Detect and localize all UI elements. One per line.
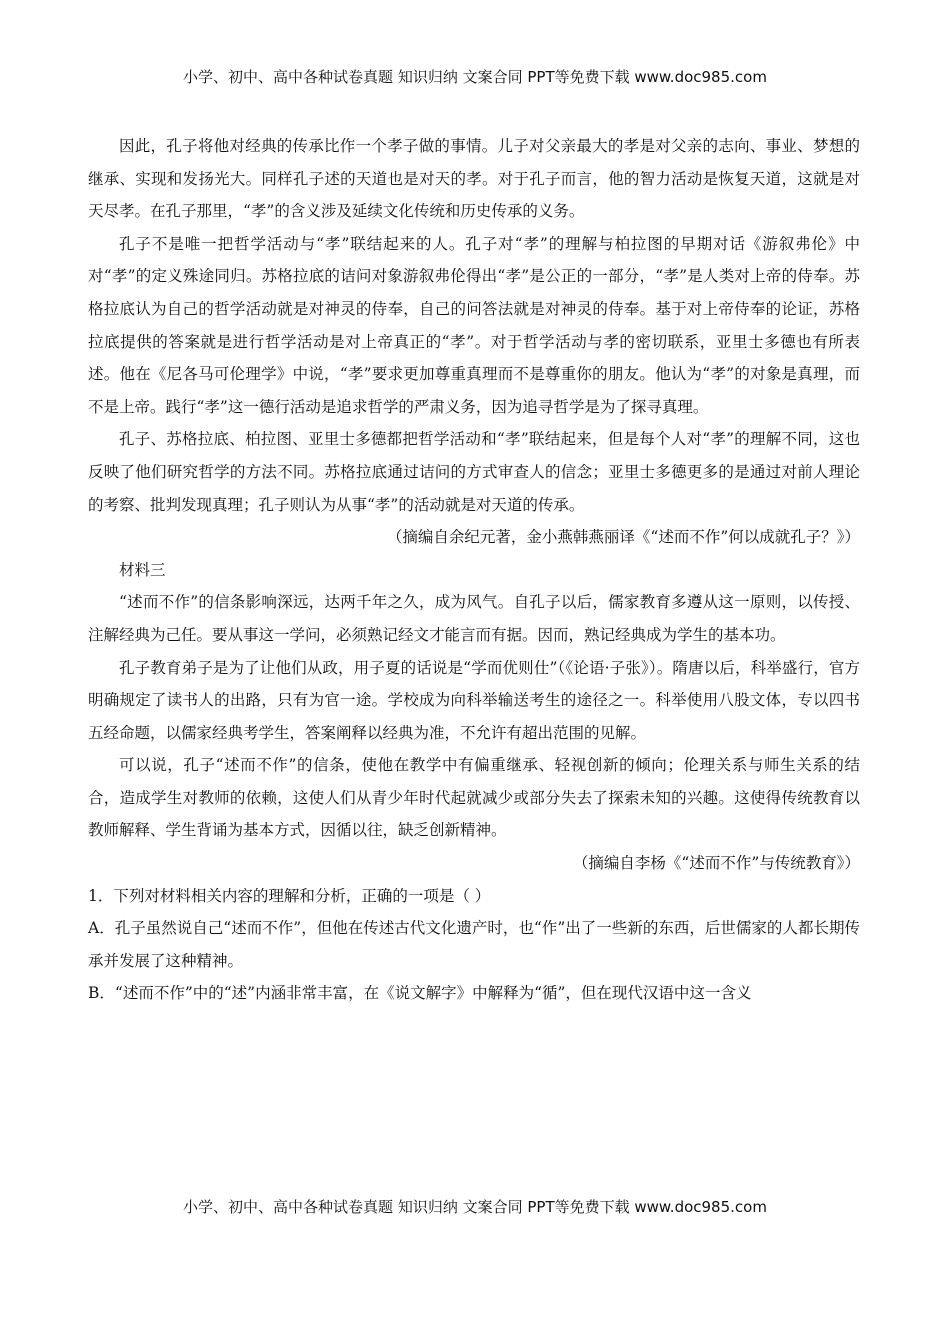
question-option-a: A．孔子虽然说自己“述而不作”，但他在传述古代文化遗产时，也“作”出了一些新的东西，后世儒家的人都长期传承并发展了这种精神。 xyxy=(88,919,860,970)
material3-paragraph-2: 孔子教育弟子是为了让他们从政，用子夏的话说是“学而优则仕”（《论语·子张》）。隋唐以后，科举盛行，官方明确规定了读书人的出路，只有为官一途。学校成为向科举输送考生的途径之一。科举使用八股文体，专以四书五经命题，以儒家经典考学生，答案阐释以经典为准，不允许有超出范围的见解。 xyxy=(88,658,860,742)
material3-source: （摘编自李杨《“述而不作”与传统教育》） xyxy=(572,854,860,873)
material2-paragraph-1: 因此，孔子将他对经典的传承比作一个孝子做的事情。儿子对父亲最大的孝是对父亲的志向、事业、梦想的继承、实现和发扬光大。同样孔子述的天道也是对天的孝。对于孔子而言，他的智力活动是恢复天道，这就是对天尽孝。在孔子那里，“孝”的含义涉及延续文化传统和历史传承的义务。 xyxy=(88,137,860,221)
material3-heading: 材料三 xyxy=(119,560,166,579)
material3-paragraph-3: 可以说，孔子“述而不作”的信条，使他在教学中有偏重继承、轻视创新的倾向；伦理关系与师生关系的结合，造成学生对教师的依赖，这使人们从青少年时代起就减少或部分失去了探索未知的兴趣。这使得传统教育以教师解释、学生背诵为基本方式，因循以往，缺乏创新精神。 xyxy=(88,756,860,840)
question-option-b: B．“述而不作”中的“述”内涵非常丰富，在《说文解字》中解释为“循”，但在现代汉语中这一含义 xyxy=(88,984,752,1003)
material2-paragraph-3: 孔子、苏格拉底、柏拉图、亚里士多德都把哲学活动和“孝”联结起来，但是每个人对“孝”的理解不同，这也反映了他们研究哲学的方法不同。苏格拉底通过诘问的方式审查人的信念；亚里士多德更多的是通过对前人理论的考察、批判发现真理；孔子则认为从事“孝”的活动就是对天道的传承。 xyxy=(88,430,860,514)
footer-banner: 小学、初中、高中各种试卷真题 知识归纳 文案合同 PPT等免费下载 www.doc985.com xyxy=(183,1198,767,1216)
material2-paragraph-2: 孔子不是唯一把哲学活动与“孝”联结起来的人。孔子对“孝”的理解与柏拉图的早期对话《游叙弗伦》中对“孝”的定义殊途同归。苏格拉底的诘问对象游叙弗伦得出“孝”是公正的一部分，“孝”是人类对上帝的侍奉。苏格拉底认为自己的哲学活动就是对神灵的侍奉，自己的问答法就是对神灵的侍奉。基于对上帝侍奉的论证，苏格拉底提供的答案就是进行哲学活动是对上帝真正的“孝”。对于哲学活动与孝的密切联系，亚里士多德也有所表述。他在《尼各马可伦理学》中说，“孝”要求更加尊重真理而不是尊重你的朋友。他认为“孝”的对象是真理，而不是上帝。践行“孝”这一德行活动是追求哲学的严肃义务，因为追寻哲学是为了探寻真理。 xyxy=(88,234,860,416)
material3-paragraph-1: “述而不作”的信条影响深远，达两千年之久，成为风气。自孔子以后，儒家教育多遵从这一原则，以传授、注解经典为己任。要从事这一学问，必须熟记经文才能言而有据。因而，熟记经典成为学生的基本功。 xyxy=(88,593,860,644)
header-banner: 小学、初中、高中各种试卷真题 知识归纳 文案合同 PPT等免费下载 www.doc985.com xyxy=(183,68,767,86)
document-body xyxy=(88,130,860,1010)
material2-source: （摘编自余纪元著，金小燕韩燕丽译《“述而不作”何以成就孔子？》） xyxy=(386,528,860,547)
question-stem: 1．下列对材料相关内容的理解和分析，正确的一项是（ ） xyxy=(88,886,491,905)
